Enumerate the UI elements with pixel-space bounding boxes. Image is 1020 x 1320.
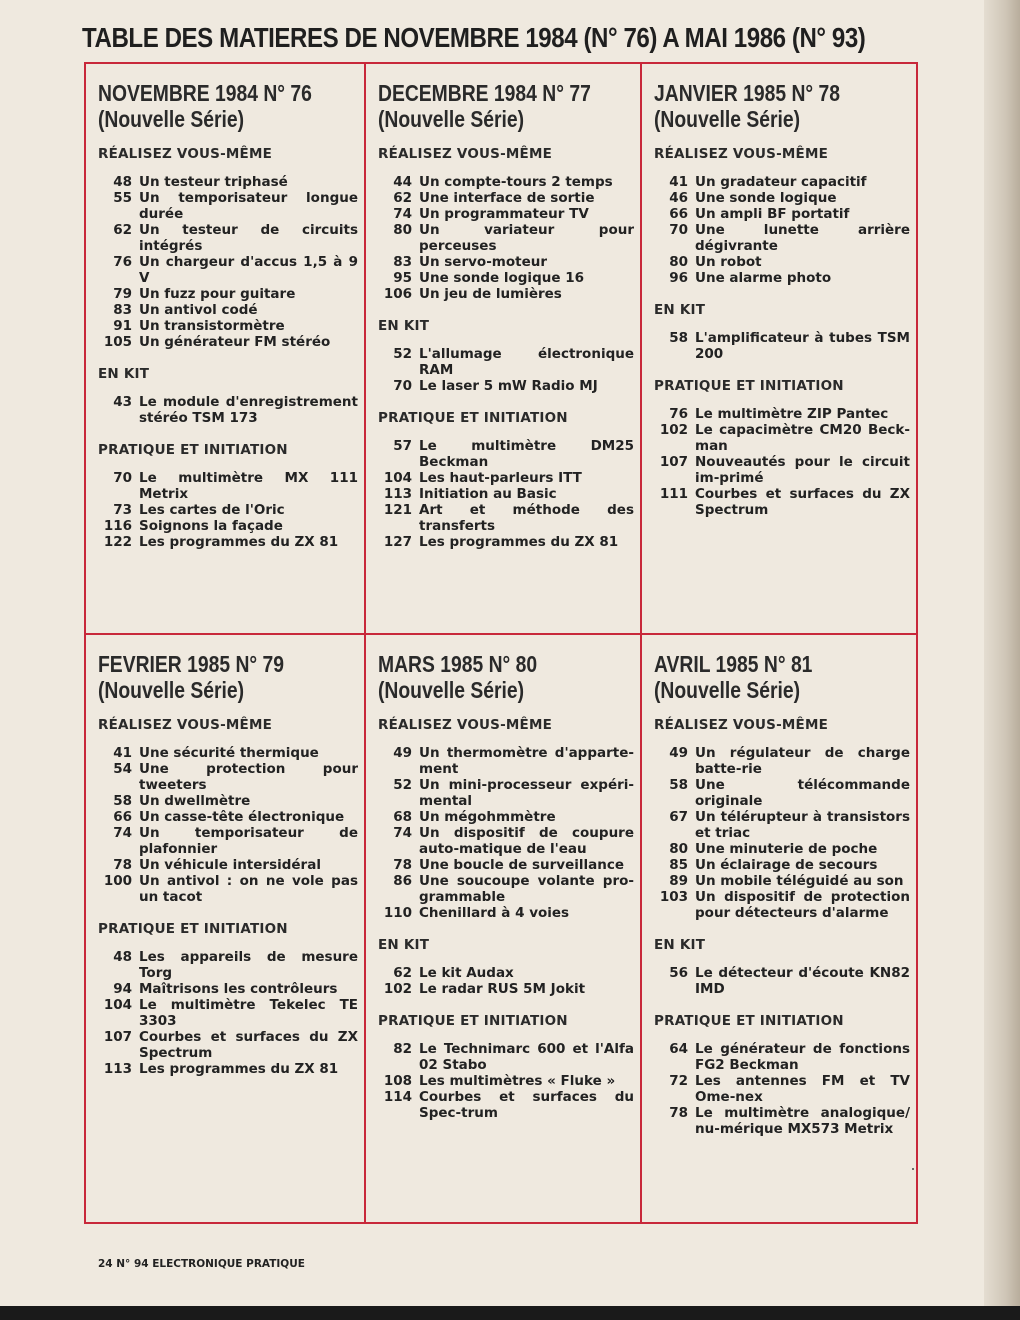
section-heading: EN KIT xyxy=(654,937,706,953)
article-page-number: 58 xyxy=(113,793,132,809)
issue-title: NOVEMBRE 1984 N° 76 xyxy=(98,80,312,106)
article-page-number: 107 xyxy=(659,454,688,470)
article-entry xyxy=(98,222,358,254)
section-heading: RÉALISEZ VOUS-MÊME xyxy=(654,717,829,733)
article-title: Un programmateur TV xyxy=(419,206,589,222)
article-title: Courbes et surfaces du Spec-trum xyxy=(419,1089,634,1121)
article-list xyxy=(378,745,634,921)
article-page-number: 108 xyxy=(383,1073,412,1089)
article-list xyxy=(654,406,910,518)
article-page-number: 102 xyxy=(659,422,688,438)
article-entry xyxy=(378,534,634,550)
article-page-number: 94 xyxy=(113,981,132,997)
article-title: Un gradateur capacitif xyxy=(695,174,867,190)
section-heading: RÉALISEZ VOUS-MÊME xyxy=(98,146,273,162)
section-heading: PRATIQUE ET INITIATION xyxy=(654,1013,844,1029)
article-title: Une boucle de surveillance xyxy=(419,857,625,873)
article-page-number: 85 xyxy=(669,857,688,873)
article-entry xyxy=(98,334,358,350)
article-title: Un compte-tours 2 temps xyxy=(419,174,613,190)
article-title: Art et méthode des transferts xyxy=(419,502,634,534)
section-heading: RÉALISEZ VOUS-MÊME xyxy=(654,146,829,162)
article-title: Les cartes de l'Oric xyxy=(139,502,285,518)
article-page-number: 52 xyxy=(393,777,412,793)
article-list xyxy=(654,174,910,286)
article-title: Un temporisateur de plafonnier xyxy=(139,825,358,857)
article-title: Une minuterie de poche xyxy=(695,841,878,857)
article-entry xyxy=(98,809,358,825)
article-title: Le Technimarc 600 et l'Alfa 02 Stabo xyxy=(419,1041,634,1073)
article-page-number: 78 xyxy=(393,857,412,873)
article-page-number: 57 xyxy=(393,438,412,454)
article-entry xyxy=(654,174,910,190)
article-page-number: 78 xyxy=(113,857,132,873)
article-page-number: 83 xyxy=(393,254,412,270)
article-entry xyxy=(654,965,910,997)
article-title: L'allumage électronique RAM xyxy=(419,346,634,378)
article-title: Le multimètre MX 111 Metrix xyxy=(139,470,358,502)
article-page-number: 46 xyxy=(669,190,688,206)
article-title: Courbes et surfaces du ZX Spectrum xyxy=(139,1029,358,1061)
article-title: Un dispositif de coupure auto-matique de l'eau xyxy=(419,825,634,857)
article-page-number: 91 xyxy=(113,318,132,334)
article-page-number: 114 xyxy=(383,1089,412,1105)
article-title: Un générateur FM stéréo xyxy=(139,334,331,350)
issue-subtitle: (Nouvelle Série) xyxy=(98,677,245,703)
article-entry xyxy=(378,254,634,270)
scan-bottom-edge xyxy=(0,1306,1020,1320)
article-entry xyxy=(378,222,634,254)
article-page-number: 105 xyxy=(103,334,132,350)
article-list xyxy=(378,346,634,394)
page-footer: 24 N° 94 ELECTRONIQUE PRATIQUE xyxy=(98,1258,305,1270)
article-page-number: 73 xyxy=(113,502,132,518)
article-entry xyxy=(378,378,634,394)
article-title: Nouveautés pour le circuit im-primé xyxy=(695,454,910,486)
article-page-number: 52 xyxy=(393,346,412,362)
article-entry xyxy=(378,174,634,190)
article-entry xyxy=(654,841,910,857)
article-page-number: 78 xyxy=(669,1105,688,1121)
article-page-number: 103 xyxy=(659,889,688,905)
article-title: Un antivol codé xyxy=(139,302,258,318)
article-title: Un véhicule intersidéral xyxy=(139,857,321,873)
article-entry xyxy=(378,270,634,286)
article-entry xyxy=(378,486,634,502)
section-heading: RÉALISEZ VOUS-MÊME xyxy=(378,146,553,162)
article-page-number: 95 xyxy=(393,270,412,286)
article-page-number: 107 xyxy=(103,1029,132,1045)
article-page-number: 49 xyxy=(393,745,412,761)
article-list xyxy=(654,1041,910,1137)
article-entry xyxy=(98,502,358,518)
article-entry xyxy=(378,346,634,378)
article-entry xyxy=(654,873,910,889)
article-title: Le multimètre Tekelec TE 3303 xyxy=(139,997,358,1029)
article-entry xyxy=(378,873,634,905)
issue-block xyxy=(86,64,364,550)
article-entry xyxy=(654,422,910,454)
section-heading: PRATIQUE ET INITIATION xyxy=(654,378,844,394)
article-title: Un robot xyxy=(695,254,762,270)
article-title: Un ampli BF portatif xyxy=(695,206,850,222)
article-page-number: 80 xyxy=(669,841,688,857)
article-page-number: 116 xyxy=(103,518,132,534)
issue-title: AVRIL 1985 N° 81 xyxy=(654,651,813,677)
article-page-number: 106 xyxy=(383,286,412,302)
article-list xyxy=(98,394,358,426)
article-entry xyxy=(378,981,634,997)
article-title: Une soucoupe volante pro-grammable xyxy=(419,873,634,905)
article-title: Un variateur pour perceuses xyxy=(419,222,634,254)
article-title: Les programmes du ZX 81 xyxy=(139,1061,339,1077)
article-page-number: 76 xyxy=(669,406,688,422)
article-entry xyxy=(378,206,634,222)
article-title: Un fuzz pour guitare xyxy=(139,286,296,302)
article-title: Un jeu de lumières xyxy=(419,286,562,302)
article-entry xyxy=(98,518,358,534)
article-title: Un régulateur de charge batte-rie xyxy=(695,745,910,777)
issue-subtitle: (Nouvelle Série) xyxy=(654,106,801,132)
article-entry xyxy=(654,777,910,809)
article-entry xyxy=(98,318,358,334)
article-list xyxy=(654,330,910,362)
article-entry xyxy=(378,745,634,777)
article-entry xyxy=(378,965,634,981)
issue-subtitle: (Nouvelle Série) xyxy=(654,677,801,703)
article-title: Un transistormètre xyxy=(139,318,285,334)
article-entry xyxy=(378,190,634,206)
article-title: Un thermomètre d'apparte-ment xyxy=(419,745,634,777)
article-page-number: 41 xyxy=(669,174,688,190)
article-title: Courbes et surfaces du ZX Spectrum xyxy=(695,486,910,518)
issue-block xyxy=(642,64,916,518)
article-title: Le laser 5 mW Radio MJ xyxy=(419,378,598,394)
article-title: Chenillard à 4 voies xyxy=(419,905,570,921)
issue-block xyxy=(366,635,640,1121)
article-entry xyxy=(98,302,358,318)
article-entry xyxy=(98,1029,358,1061)
article-title: L'amplificateur à tubes TSM 200 xyxy=(695,330,910,362)
article-entry xyxy=(98,857,358,873)
article-entry xyxy=(654,857,910,873)
article-page-number: 80 xyxy=(669,254,688,270)
article-title: Un casse-tête électronique xyxy=(139,809,345,825)
article-page-number: 83 xyxy=(113,302,132,318)
article-page-number: 82 xyxy=(393,1041,412,1057)
article-page-number: 58 xyxy=(669,330,688,346)
article-entry xyxy=(98,981,358,997)
page-edge xyxy=(984,0,1020,1320)
article-entry xyxy=(654,486,910,518)
article-list xyxy=(378,438,634,550)
article-title: Le multimètre DM25 Beckman xyxy=(419,438,634,470)
article-entry xyxy=(98,534,358,550)
article-entry xyxy=(378,1073,634,1089)
issue-title: JANVIER 1985 N° 78 xyxy=(654,80,840,106)
article-title: Un testeur triphasé xyxy=(139,174,288,190)
article-entry xyxy=(98,394,358,426)
issue-title: DECEMBRE 1984 N° 77 xyxy=(378,80,591,106)
article-page-number: 56 xyxy=(669,965,688,981)
article-title: Le multimètre analogique/ nu-mérique MX573 Metrix xyxy=(695,1105,910,1137)
article-page-number: 104 xyxy=(103,997,132,1013)
article-page-number: 43 xyxy=(113,394,132,410)
article-list xyxy=(378,965,634,997)
section-heading: RÉALISEZ VOUS-MÊME xyxy=(98,717,273,733)
article-page-number: 70 xyxy=(113,470,132,486)
article-page-number: 80 xyxy=(393,222,412,238)
article-title: Un mégohmmètre xyxy=(419,809,556,825)
article-entry xyxy=(654,406,910,422)
section-heading: PRATIQUE ET INITIATION xyxy=(378,1013,568,1029)
article-title: Un testeur de circuits intégrés xyxy=(139,222,358,254)
article-entry xyxy=(378,905,634,921)
article-title: Un temporisateur longue durée xyxy=(139,190,358,222)
article-entry xyxy=(98,873,358,905)
article-page-number: 72 xyxy=(669,1073,688,1089)
article-title: Un dwellmètre xyxy=(139,793,251,809)
article-entry xyxy=(98,745,358,761)
article-title: Le kit Audax xyxy=(419,965,514,981)
article-entry xyxy=(654,454,910,486)
article-entry xyxy=(654,889,910,921)
article-page-number: 64 xyxy=(669,1041,688,1057)
article-entry xyxy=(98,761,358,793)
article-title: Une sonde logique xyxy=(695,190,837,206)
section-heading: PRATIQUE ET INITIATION xyxy=(378,410,568,426)
article-page-number: 66 xyxy=(113,809,132,825)
issue-block xyxy=(642,635,916,1137)
issue-subtitle: (Nouvelle Série) xyxy=(378,677,525,703)
article-title: Les haut-parleurs ITT xyxy=(419,470,582,486)
article-title: Les multimètres « Fluke » xyxy=(419,1073,616,1089)
section-heading: PRATIQUE ET INITIATION xyxy=(98,442,288,458)
article-page-number: 89 xyxy=(669,873,688,889)
article-entry xyxy=(378,286,634,302)
article-title: Le radar RUS 5M Jokit xyxy=(419,981,586,997)
article-title: Soignons la façade xyxy=(139,518,283,534)
article-entry xyxy=(98,793,358,809)
article-entry xyxy=(98,470,358,502)
article-title: Un mini-processeur expéri-mental xyxy=(419,777,634,809)
article-entry xyxy=(654,222,910,254)
article-entry xyxy=(378,502,634,534)
article-entry xyxy=(98,174,358,190)
article-entry xyxy=(378,825,634,857)
article-title: Une alarme photo xyxy=(695,270,832,286)
article-page-number: 49 xyxy=(669,745,688,761)
article-page-number: 121 xyxy=(383,502,412,518)
article-title: Un dispositif de protection pour détecteurs d'alarme xyxy=(695,889,910,921)
article-page-number: 104 xyxy=(383,470,412,486)
article-page-number: 70 xyxy=(669,222,688,238)
article-entry xyxy=(654,809,910,841)
article-entry xyxy=(378,809,634,825)
article-page-number: 113 xyxy=(383,486,412,502)
article-title: Initiation au Basic xyxy=(419,486,557,502)
article-list xyxy=(98,949,358,1077)
article-entry xyxy=(654,190,910,206)
article-entry xyxy=(98,825,358,857)
article-page-number: 113 xyxy=(103,1061,132,1077)
article-title: Un éclairage de secours xyxy=(695,857,878,873)
article-page-number: 67 xyxy=(669,809,688,825)
article-page-number: 79 xyxy=(113,286,132,302)
article-title: Une protection pour tweeters xyxy=(139,761,358,793)
article-page-number: 66 xyxy=(669,206,688,222)
article-entry xyxy=(98,1061,358,1077)
article-list xyxy=(654,965,910,997)
article-page-number: 74 xyxy=(393,206,412,222)
article-entry xyxy=(378,777,634,809)
article-title: Une télécommande originale xyxy=(695,777,910,809)
article-entry xyxy=(378,470,634,486)
article-page-number: 122 xyxy=(103,534,132,550)
article-title: Une interface de sortie xyxy=(419,190,595,206)
issue-title: FEVRIER 1985 N° 79 xyxy=(98,651,284,677)
article-entry xyxy=(654,1105,910,1137)
article-page-number: 127 xyxy=(383,534,412,550)
article-entry xyxy=(654,270,910,286)
article-page-number: 55 xyxy=(113,190,132,206)
article-entry xyxy=(378,1041,634,1073)
article-page-number: 86 xyxy=(393,873,412,889)
article-entry xyxy=(654,1073,910,1105)
article-page-number: 76 xyxy=(113,254,132,270)
article-page-number: 74 xyxy=(393,825,412,841)
article-entry xyxy=(654,330,910,362)
article-page-number: 62 xyxy=(393,190,412,206)
section-heading: PRATIQUE ET INITIATION xyxy=(98,921,288,937)
article-list xyxy=(378,1041,634,1121)
article-page-number: 68 xyxy=(393,809,412,825)
article-list xyxy=(378,174,634,302)
article-title: Les programmes du ZX 81 xyxy=(139,534,339,550)
article-title: Le module d'enregistrement stéréo TSM 173 xyxy=(139,394,358,426)
article-page-number: 111 xyxy=(659,486,688,502)
article-entry xyxy=(98,190,358,222)
issue-subtitle: (Nouvelle Série) xyxy=(98,106,245,132)
article-title: Un télérupteur à transistors et triac xyxy=(695,809,910,841)
article-entry xyxy=(98,949,358,981)
article-page-number: 110 xyxy=(383,905,412,921)
article-page-number: 62 xyxy=(393,965,412,981)
section-heading: EN KIT xyxy=(378,937,430,953)
issue-block xyxy=(86,635,364,1077)
section-heading: EN KIT xyxy=(98,366,150,382)
article-page-number: 58 xyxy=(669,777,688,793)
article-list xyxy=(98,745,358,905)
article-entry xyxy=(654,254,910,270)
article-list xyxy=(98,174,358,350)
section-heading: EN KIT xyxy=(654,302,706,318)
article-entry xyxy=(654,1041,910,1073)
article-title: Un servo-moteur xyxy=(419,254,548,270)
article-title: Un antivol : on ne vole pas un tacot xyxy=(139,873,358,905)
article-title: Une sonde logique 16 xyxy=(419,270,584,286)
article-title: Maîtrisons les contrôleurs xyxy=(139,981,338,997)
print-speck xyxy=(912,1168,914,1170)
article-page-number: 96 xyxy=(669,270,688,286)
article-title: Un chargeur d'accus 1,5 à 9 V xyxy=(139,254,358,286)
article-entry xyxy=(98,254,358,286)
section-heading: RÉALISEZ VOUS-MÊME xyxy=(378,717,553,733)
section-heading: EN KIT xyxy=(378,318,430,334)
article-title: Le multimètre ZIP Pantec xyxy=(695,406,889,422)
article-page-number: 74 xyxy=(113,825,132,841)
issue-subtitle: (Nouvelle Série) xyxy=(378,106,525,132)
article-entry xyxy=(654,745,910,777)
article-title: Le détecteur d'écoute KN82 IMD xyxy=(695,965,910,997)
article-entry xyxy=(98,286,358,302)
article-entry xyxy=(378,857,634,873)
article-page-number: 100 xyxy=(103,873,132,889)
page-title: TABLE DES MATIERES DE NOVEMBRE 1984 (N° 76) A MAI 1986 (N° 93) xyxy=(82,22,866,53)
article-title: Une lunette arrière dégivrante xyxy=(695,222,910,254)
article-page-number: 44 xyxy=(393,174,412,190)
article-title: Un mobile téléguidé au son xyxy=(695,873,904,889)
article-entry xyxy=(378,438,634,470)
article-title: Les programmes du ZX 81 xyxy=(419,534,619,550)
issue-title: MARS 1985 N° 80 xyxy=(378,651,538,677)
article-entry xyxy=(378,1089,634,1121)
article-title: Le générateur de fonctions FG2 Beckman xyxy=(695,1041,910,1073)
article-list xyxy=(98,470,358,550)
article-entry xyxy=(654,206,910,222)
issue-block xyxy=(366,64,640,550)
article-title: Les appareils de mesure Torg xyxy=(139,949,358,981)
article-title: Une sécurité thermique xyxy=(139,745,319,761)
article-page-number: 48 xyxy=(113,949,132,965)
article-title: Les antennes FM et TV Ome-nex xyxy=(695,1073,910,1105)
article-page-number: 62 xyxy=(113,222,132,238)
article-page-number: 41 xyxy=(113,745,132,761)
article-list xyxy=(654,745,910,921)
article-title: Le capacimètre CM20 Beck-man xyxy=(695,422,910,454)
article-entry xyxy=(98,997,358,1029)
article-page-number: 54 xyxy=(113,761,132,777)
article-page-number: 70 xyxy=(393,378,412,394)
article-page-number: 102 xyxy=(383,981,412,997)
article-page-number: 48 xyxy=(113,174,132,190)
